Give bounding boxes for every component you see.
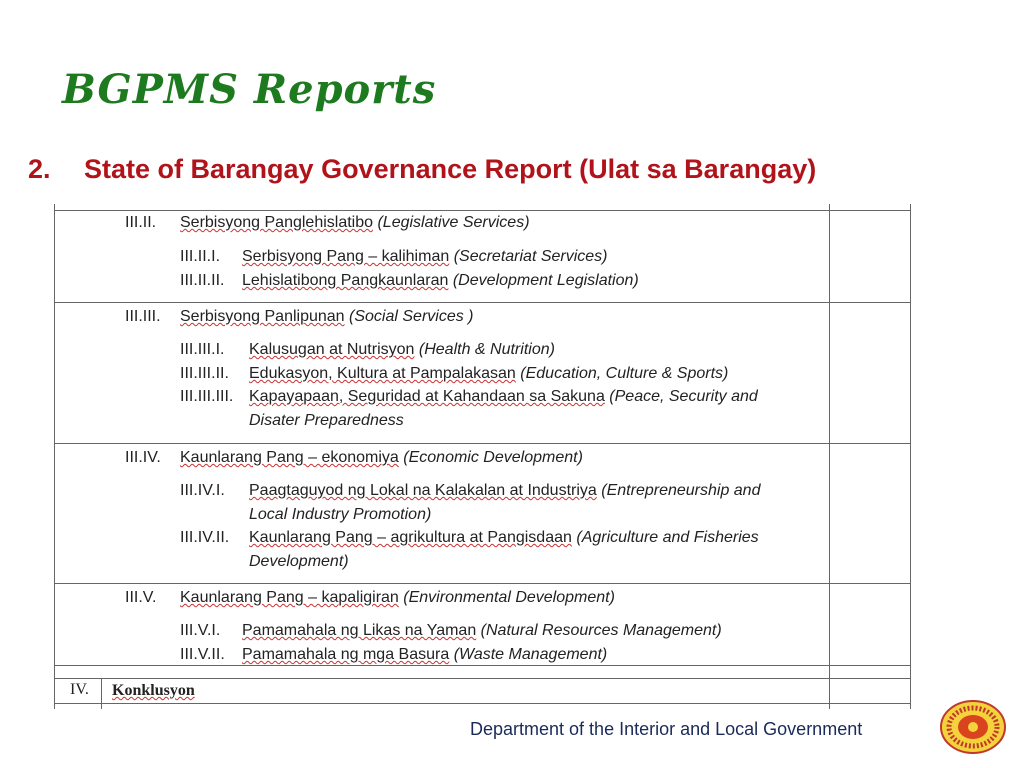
item-tagalog: Kapayapaan, Seguridad at Kahandaan sa Sakuna [249,388,605,405]
item-english-continued: Disater Preparedness [249,412,404,429]
list-item-text [249,529,759,547]
list-item-text [249,482,760,500]
section-heading [180,589,615,607]
row-line [54,443,911,444]
list-item [180,388,233,406]
section-row [125,449,161,467]
section-code: III.V. [125,589,157,606]
footer-department: Department of the Interior and Local Government [470,719,863,739]
section-row [125,214,156,232]
table-border-left [54,204,55,709]
section-code: III.III. [125,308,161,325]
section-heading [180,308,474,326]
list-item [180,529,229,547]
section-heading [180,449,583,467]
slide-title: BGPMS Reports [62,66,437,113]
item-english: (Education, Culture & Sports) [520,365,729,382]
item-code: III.IV.I. [180,482,225,499]
item-code: III.V.II. [180,646,225,663]
item-english-continued: Local Industry Promotion) [249,506,432,523]
section-label: Serbisyong Panlipunan [180,308,345,325]
list-item-text [242,248,608,266]
conclusion-code: IV. [70,681,89,698]
subtitle-number: 2. [28,154,51,184]
list-item [180,622,220,640]
list-item [180,248,220,266]
conclusion-label [112,682,195,700]
item-tagalog: Kalusugan at Nutrisyon [249,341,415,358]
list-item-continuation [249,412,404,430]
item-english: (Agriculture and Fisheries [576,529,759,546]
row-line [54,302,911,303]
section-row [125,589,156,607]
dilg-seal-icon [940,700,1006,754]
section-label: Serbisyong Panglehislatibo [180,214,374,231]
item-tagalog: Lehislatibong Pangkaunlaran [242,272,449,289]
item-code: III.IV.II. [180,529,230,546]
table-divider-code [101,678,102,709]
item-tagalog: Edukasyon, Kultura at Pampalakasan [249,365,516,382]
list-item-text [242,622,722,640]
section-code: III.II. [125,214,157,231]
item-english: (Entrepreneurship and [601,482,761,499]
item-code: III.V.I. [180,622,221,639]
item-english: (Natural Resources Management) [480,622,722,639]
section-heading [180,214,530,232]
section-english: (Legislative Services) [377,214,530,231]
item-tagalog: Pamamahala ng Likas na Yaman [242,622,477,639]
section-english: (Social Services ) [349,308,474,325]
list-item-text [249,388,758,406]
item-code: III.II.II. [180,272,225,289]
item-english: (Health & Nutrition) [418,341,555,358]
row-line [54,583,911,584]
item-tagalog: Paagtaguyod ng Lokal na Kalakalan at Industriya [249,482,597,499]
table-border-right [910,204,911,709]
list-item-text [242,646,607,664]
section-english: (Economic Development) [403,449,583,466]
slide-subtitle [28,154,816,185]
item-code: III.III.III. [180,388,234,405]
list-item [180,646,225,664]
item-english: (Secretariat Services) [453,248,608,265]
section-label: Kaunlarang Pang – ekonomiya [180,449,399,466]
list-item-continuation [249,553,349,571]
item-english-continued: Development) [249,553,349,570]
list-item-text [242,272,639,290]
conclusion-text: Konklusyon [112,682,195,699]
item-code: III.III.II. [180,365,229,382]
section-english: (Environmental Development) [403,589,615,606]
section-row [125,308,161,326]
list-item-text [249,341,555,359]
subtitle-text: State of Barangay Governance Report (Ulat sa Barangay) [84,154,817,184]
list-item [180,272,224,290]
section-label: Kaunlarang Pang – kapaligiran [180,589,399,606]
row-line [54,210,911,211]
report-outline-image [54,204,911,709]
list-item [180,365,229,383]
list-item-continuation [249,506,431,524]
list-item [180,482,225,500]
item-english: (Development Legislation) [452,272,639,289]
list-item-text [249,365,728,383]
item-english: (Peace, Security and [609,388,758,405]
item-code: III.II.I. [180,248,221,265]
list-item [180,341,224,359]
row-line [54,678,911,679]
row-line [54,665,911,666]
item-tagalog: Serbisyong Pang – kalihiman [242,248,450,265]
row-line [54,703,911,704]
item-english: (Waste Management) [453,646,608,663]
item-tagalog: Pamamahala ng mga Basura [242,646,450,663]
table-divider-right [829,204,830,709]
item-code: III.III.I. [180,341,225,358]
section-code: III.IV. [125,449,161,466]
item-tagalog: Kaunlarang Pang – agrikultura at Pangisdaan [249,529,572,546]
